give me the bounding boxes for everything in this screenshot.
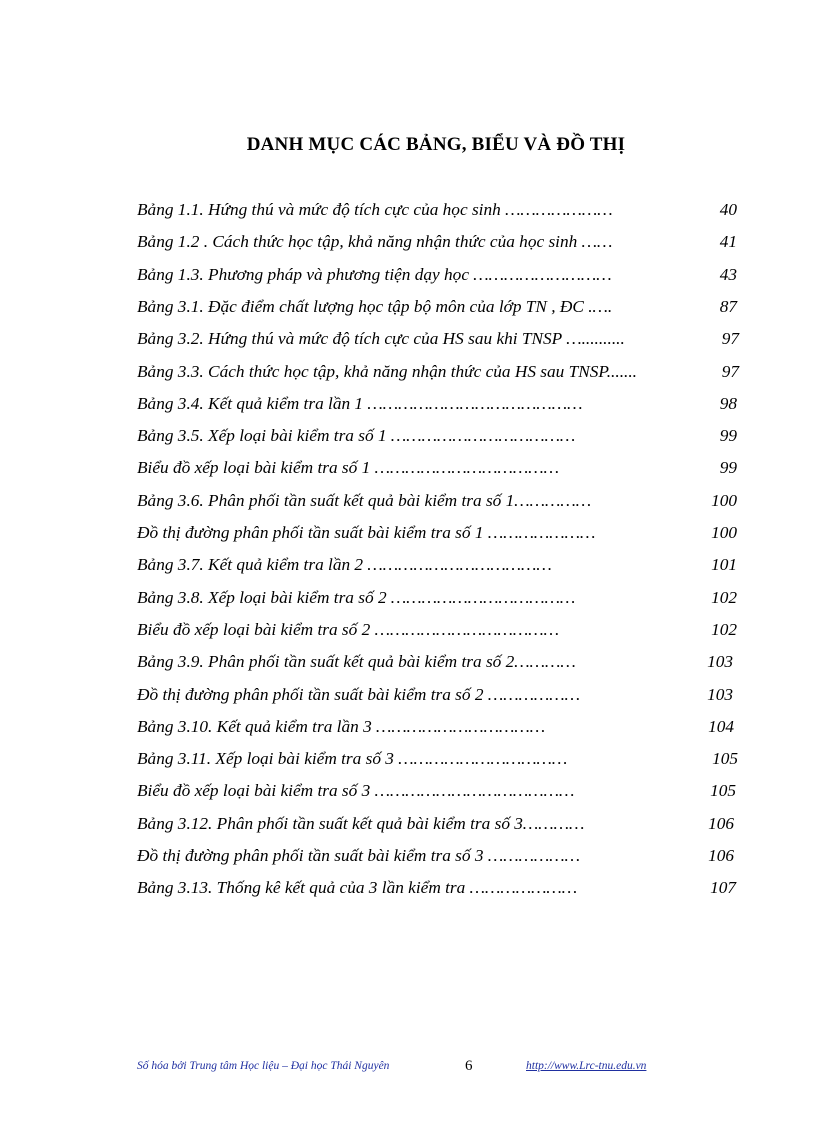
list-item [0, 588, 816, 616]
entry-page: 107 [710, 878, 736, 898]
entry-page: 106 [708, 813, 734, 833]
footer-link[interactable]: http://www.Lrc-tnu.edu.vn [526, 1060, 647, 1072]
list-item [0, 491, 816, 519]
list-item [0, 814, 816, 842]
list-item [0, 265, 816, 293]
list-item [0, 717, 816, 745]
list-item [0, 749, 816, 777]
entry-title: Bảng 3.6. Phân phối tần suất kết quả bài kiểm tra số 1…………… [137, 490, 592, 510]
list-item [0, 555, 816, 583]
list-item [0, 846, 816, 874]
entry-page: 99 [719, 458, 737, 478]
entry-title: Đồ thị đường phân phối tần suất bài kiểm tra số 3 ……………… [137, 846, 581, 865]
list-item [0, 685, 816, 713]
entry-page: 97 [721, 329, 739, 349]
list-item [0, 523, 816, 551]
entry-title: Bảng 3.8. Xếp loại bài kiểm tra số 2 ……………………………… [137, 587, 576, 607]
entry-title: Bảng 3.1. Đặc điểm chất lượng học tập bộ môn của lớp TN , ĐC .…. [137, 296, 613, 316]
list-item [0, 878, 816, 906]
entry-title: Đồ thị đường phân phối tần suất bài kiểm tra số 1 ………………… [137, 523, 596, 542]
entry-page: 100 [711, 523, 737, 542]
entry-title: Bảng 3.3. Cách thức học tập, khả năng nhận thức của HS sau TNSP....... [137, 361, 637, 381]
entry-title: Bảng 3.7. Kết quả kiểm tra lần 2 ……………………………… [137, 555, 552, 575]
entry-title: Đồ thị đường phân phối tần suất bài kiểm tra số 2 ……………… [137, 684, 581, 704]
entry-page: 100 [711, 490, 737, 510]
entry-title: Bảng 3.9. Phân phối tần suất kết quả bài kiểm tra số 2………… [137, 652, 576, 672]
list-item [0, 329, 816, 357]
page-title: DANH MỤC CÁC BẢNG, BIỂU VÀ ĐỒ THỊ [246, 134, 626, 155]
list-item [0, 426, 816, 454]
entry-title: Bảng 3.12. Phân phối tần suất kết quả bài kiểm tra số 3………… [137, 813, 585, 833]
entry-page: 99 [719, 426, 737, 446]
list-item [0, 458, 816, 486]
list-item [0, 362, 816, 390]
entry-title: Bảng 3.13. Thống kê kết quả của 3 lần kiểm tra ………………… [137, 878, 578, 898]
entry-title: Biểu đồ xếp loại bài kiểm tra số 1 ……………………………… [137, 458, 559, 478]
entry-page: 103 [707, 652, 733, 672]
entry-title: Bảng 3.11. Xếp loại bài kiểm tra số 3 …………………………… [137, 749, 568, 769]
entry-page: 103 [707, 684, 733, 704]
entry-page: 40 [719, 200, 737, 219]
entry-page: 41 [719, 232, 737, 252]
entry-page: 104 [708, 716, 734, 736]
entry-title: Bảng 3.10. Kết quả kiểm tra lần 3 …………………………… [137, 716, 546, 736]
entry-title: Biểu đồ xếp loại bài kiểm tra số 2 ……………………………… [137, 619, 559, 639]
list-item [0, 781, 816, 809]
entry-page: 105 [712, 749, 738, 769]
entry-page: 43 [719, 264, 737, 284]
list-item [0, 232, 816, 260]
list-item [0, 394, 816, 422]
page-footer [0, 1060, 816, 1080]
list-item [0, 297, 816, 325]
entry-page: 105 [710, 781, 736, 801]
entry-page: 101 [711, 555, 737, 575]
entry-title: Bảng 3.2. Hứng thú và mức độ tích cực của HS sau khi TNSP ….......... [137, 329, 625, 349]
entry-title: Bảng 3.5. Xếp loại bài kiểm tra số 1 ……………………………… [137, 426, 576, 446]
entry-page: 102 [711, 619, 737, 639]
entry-page: 87 [719, 296, 737, 316]
list-item [0, 652, 816, 680]
entry-page: 106 [708, 846, 734, 865]
entry-title: Bảng 1.3. Phương pháp và phương tiện dạy học ……………………… [137, 264, 612, 284]
footer-page-number: 6 [465, 1058, 473, 1074]
footer-source: Số hóa bởi Trung tâm Học liệu – Đại học Thái Nguyên [137, 1060, 390, 1072]
list-item [0, 200, 816, 228]
entry-page: 102 [711, 587, 737, 607]
entry-title: Bảng 3.4. Kết quả kiểm tra lần 1 …………………………………… [137, 393, 583, 413]
entry-page: 97 [721, 361, 739, 381]
entry-page: 98 [719, 393, 737, 413]
entry-title: Bảng 1.1. Hứng thú và mức độ tích cực của học sinh ………………… [137, 200, 613, 219]
list-item [0, 620, 816, 648]
entry-title: Biểu đồ xếp loại bài kiểm tra số 3 ………………………………… [137, 781, 575, 801]
entry-title: Bảng 1.2 . Cách thức học tập, khả năng nhận thức của học sinh …… [137, 232, 613, 252]
